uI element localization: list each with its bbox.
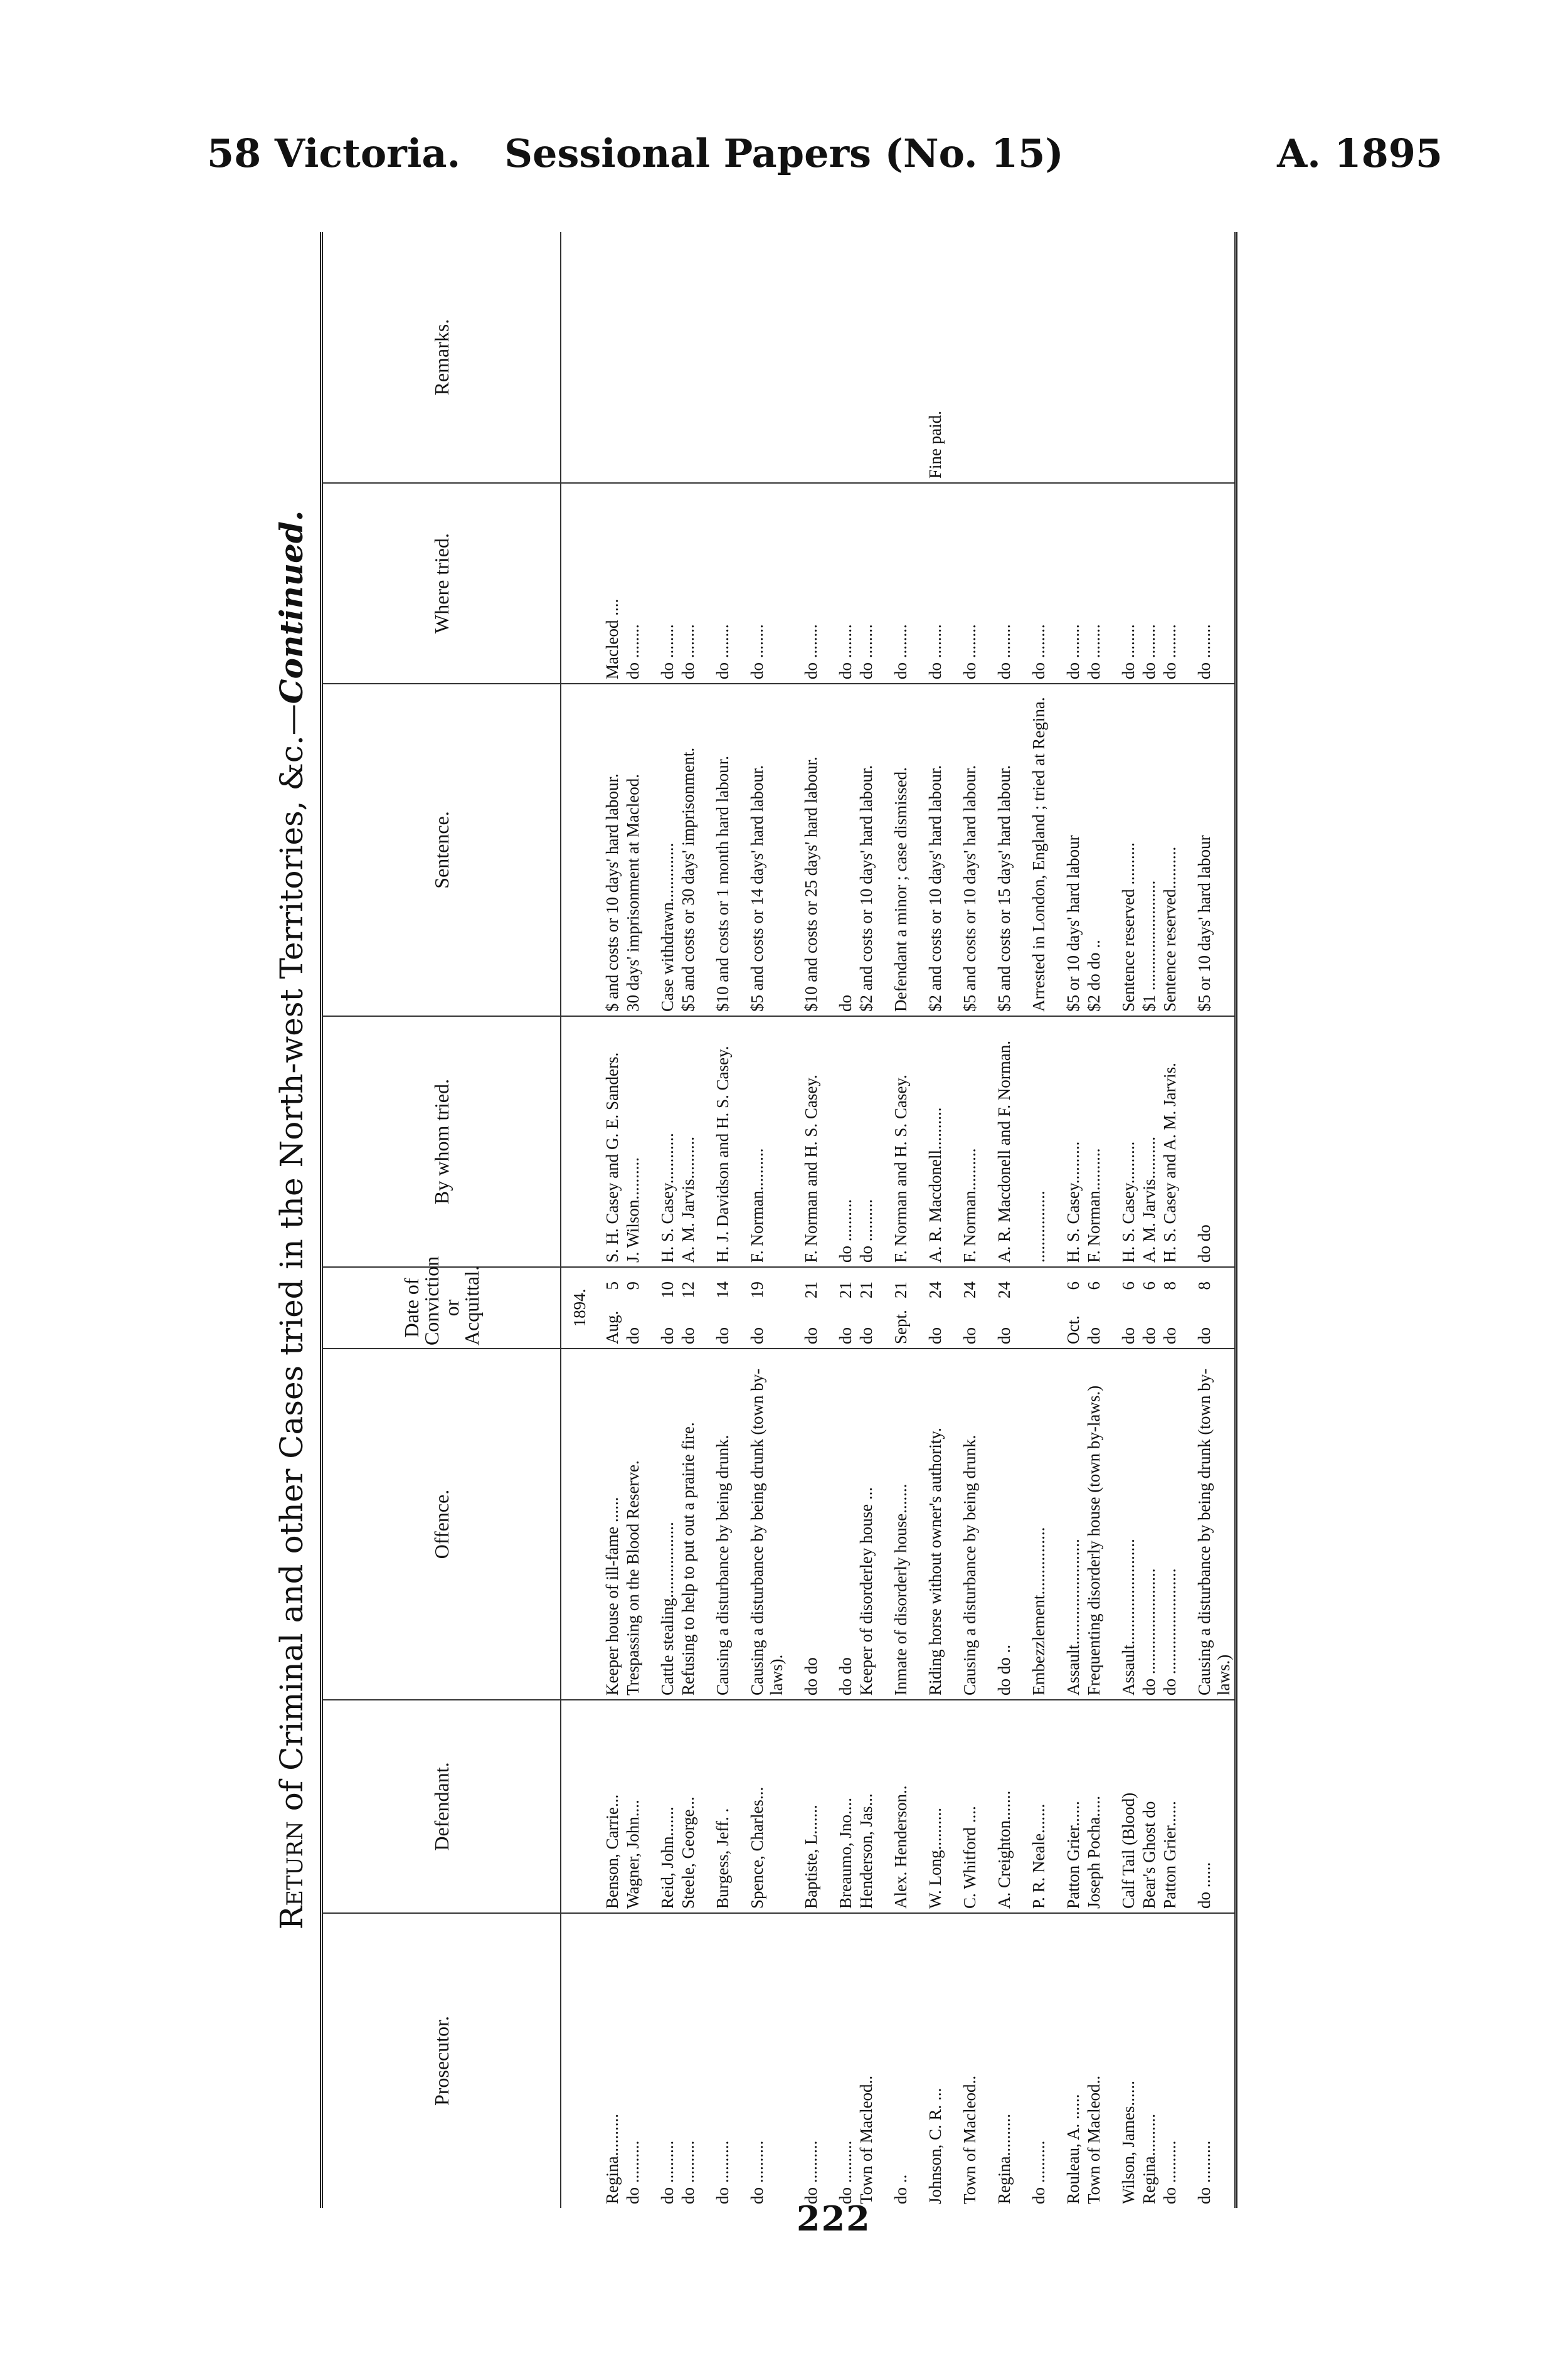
cell-sentence: $10 and costs or 25 days' hard labour. [801,684,822,1016]
cell-offence: Assault......................... [1063,1349,1084,1700]
cell-remarks [835,232,856,483]
year-row [561,232,602,2208]
cell-where: do ........ [891,483,911,684]
cell-offence: Inmate of disorderly house....... [891,1349,911,1700]
cell-where: Macleod .... [602,483,623,684]
cell-prosecutor: do .......... [1160,2140,1179,2204]
cell-sentence: $5 and costs or 10 days' hard labour. [960,684,980,1016]
cell-date [1063,1267,1084,1349]
cell-defendant: Bear's Ghost do [1139,1700,1160,1913]
cell-offence: Causing a disturbance by being drunk. [960,1349,980,1700]
cell-sentence: $2 and costs or 10 days' hard labour. [856,684,877,1016]
cell-remarks [712,232,733,483]
cell-tried-by: F. Norman.......... [960,1016,980,1267]
table-row [1160,232,1180,2208]
cell-prosecutor: Regina.......... [995,2114,1014,2204]
cell-where: do ........ [1160,483,1180,684]
cell-date [678,1267,699,1349]
cell-remarks [747,232,787,483]
cell-day: 24 [926,1281,945,1298]
cell-prosecutor: do .......... [1195,2140,1214,2204]
cell-remarks [994,232,1015,483]
table-row [925,232,946,2208]
cell-where: do ........ [1029,483,1049,684]
cell-tried-by: do .......... [835,1016,856,1267]
cell-remarks [1084,232,1104,483]
cell-defendant: Patton Grier...... [1160,1700,1180,1913]
cell-offence: Cattle stealing.................. [657,1349,678,1700]
table-row [678,232,699,2208]
table-row [1139,232,1160,2208]
cell-where: do ........ [1139,483,1160,684]
cell-remarks [623,232,644,483]
cell-date [960,1267,980,1349]
row-spacer [787,232,801,2208]
cell-sentence: Case withdrawn.............. [657,684,678,1016]
cell-month: do [623,1327,642,1344]
row-spacer [911,232,925,2208]
cell-day: 21 [802,1281,820,1298]
cell-day: 12 [679,1281,697,1298]
cell-sentence: $5 or 10 days' hard labour [1063,684,1084,1016]
cell-prosecutor: do .......... [748,2140,766,2204]
cell-where: do ........ [925,483,946,684]
cell-day: 5 [603,1281,622,1290]
cell-sentence: do [835,684,856,1016]
table-row [856,232,877,2208]
cell-prosecutor: do .......... [679,2140,697,2204]
cell-sentence: Sentence reserved.......... [1160,684,1180,1016]
cell-defendant: Henderson, Jas... [856,1700,877,1913]
cell-tried-by: A. M. Jarvis.......... [678,1016,699,1267]
cell-month: do [1195,1327,1214,1344]
cell-prosecutor: do .......... [802,2140,820,2204]
cell-tried-by: A. R. Macdonell and F. Norman. [994,1016,1015,1267]
cell-remarks: Fine paid. [925,232,946,483]
cell-offence: do do [801,1349,822,1700]
cell-offence: Keeper of disorderley house ... [856,1349,877,1700]
caption-text: of Criminal and other Cases tried in the North-west Territories, &c.— [273,704,310,1822]
table-row [994,232,1015,2208]
cell-defendant: Steele, George... [678,1700,699,1913]
cell-date [657,1267,678,1349]
header-row [322,232,561,2208]
cell-prosecutor: do .......... [623,2140,642,2204]
cell-day: 6 [1140,1281,1158,1290]
cell-prosecutor: Wilson, James...... [1119,2081,1138,2204]
row-spacer [733,232,747,2208]
cell-month: Oct. [1064,1315,1083,1344]
cell-tried-by: F. Norman and H. S. Casey. [801,1016,822,1267]
cell-date [602,1267,623,1349]
cell-remarks [1118,232,1139,483]
cell-prosecutor: Town of Macleod.. [857,2075,876,2204]
table-row [623,232,644,2208]
cell-day: 6 [1064,1281,1083,1290]
cell-defendant: Wagner, John.... [623,1700,644,1913]
cell-month: Aug. [603,1310,622,1344]
cell-remarks [678,232,699,483]
cell-month: do [1119,1327,1138,1344]
cell-month: do [926,1327,945,1344]
cell-offence: Causing a disturbance by being drunk. [712,1349,733,1700]
cell-sentence: $ and costs or 10 days' hard labour. [602,684,623,1016]
cell-where: do ........ [960,483,980,684]
col-tried-by: By whom tried. [322,1016,561,1267]
cell-where: do ........ [747,483,787,684]
cell-defendant: Baptiste, L....... [801,1700,822,1913]
cell-tried-by: ................. [1029,1016,1049,1267]
col-remarks: Remarks. [322,232,561,483]
cell-month: do [1140,1327,1158,1344]
cell-tried-by: S. H. Casey and G. E. Sanders. [602,1016,623,1267]
table-row [1029,232,1049,2208]
cell-tried-by: F. Norman.......... [1084,1016,1104,1267]
cell-date [801,1267,822,1349]
cell-month: do [857,1327,876,1344]
cell-defendant: C. Whitford .... [960,1700,980,1913]
cell-offence: do ......................... [1160,1349,1180,1700]
cell-month: do [960,1327,979,1344]
cell-prosecutor: do .......... [1029,2140,1048,2204]
col-prosecutor: Prosecutor. [322,1913,561,2208]
cell-month: do [995,1327,1014,1344]
cell-defendant: W. Long.......... [925,1700,946,1913]
row-spacer [1049,232,1063,2208]
cell-where: do ........ [1084,483,1104,684]
cell-defendant: Calf Tail (Blood) [1118,1700,1139,1913]
cell-tried-by: F. Norman.......... [747,1016,787,1267]
cell-month: do [748,1327,766,1344]
cell-tried-by: H. S. Casey............ [657,1016,678,1267]
cell-offence: Keeper house of ill-fame ...... [602,1349,623,1700]
cell-month: Sept. [891,1310,910,1344]
cell-date [1029,1267,1049,1349]
cell-offence: do do .. [994,1349,1015,1700]
cell-remarks [1029,232,1049,483]
cell-where: do ........ [1194,483,1236,684]
table-row [1118,232,1139,2208]
table-row [747,232,787,2208]
cell-date [623,1267,644,1349]
cell-day: 9 [623,1281,642,1290]
running-head-left: 58 Victoria. [207,130,461,176]
cell-where: do ........ [835,483,856,684]
row-spacer [1015,232,1029,2208]
cell-date [1139,1267,1160,1349]
cell-defendant: Joseph Pocha..... [1084,1700,1104,1913]
table-row [712,232,733,2208]
cell-day: 6 [1084,1281,1103,1290]
cell-month: do [836,1327,855,1344]
cell-offence: do do [835,1349,856,1700]
col-defendant: Defendant. [322,1700,561,1913]
cell-date [925,1267,946,1349]
cell-sentence: Sentence reserved .......... [1118,684,1139,1016]
cell-where: do ........ [1118,483,1139,684]
cell-defendant: Burgess, Jeff. . [712,1700,733,1913]
cell-tried-by: H. J. Davidson and H. S. Casey. [712,1016,733,1267]
cell-prosecutor: Town of Macleod.. [1084,2075,1103,2204]
cell-prosecutor: Rouleau, A. ...... [1064,2094,1083,2204]
cell-remarks [1139,232,1160,483]
cell-remarks [856,232,877,483]
col-offence: Offence. [322,1349,561,1700]
cell-remarks [801,232,822,483]
cell-sentence: $10 and costs or 1 month hard labour. [712,684,733,1016]
table-row [835,232,856,2208]
cell-day: 14 [713,1281,732,1298]
table-row [1063,232,1084,2208]
cell-month: do [802,1327,820,1344]
cell-date [747,1267,787,1349]
cell-sentence: $2 and costs or 10 days' hard labour. [925,684,946,1016]
cell-date [712,1267,733,1349]
cell-defendant: Spence, Charles... [747,1700,787,1913]
cell-where: do ........ [1063,483,1084,684]
cell-tried-by: A. R. Macdonell.......... [925,1016,946,1267]
cell-tried-by: F. Norman and H. S. Casey. [891,1016,911,1267]
cell-prosecutor: do .......... [713,2140,732,2204]
cell-prosecutor: Regina.......... [1140,2114,1158,2204]
cell-tried-by: H. S. Casey.......... [1118,1016,1139,1267]
cell-defendant: P. R. Neale....... [1029,1700,1049,1913]
cell-defendant: A. Creighton....... [994,1700,1015,1913]
cell-date [856,1267,877,1349]
cell-sentence: $5 and costs or 15 days' hard labour. [994,684,1015,1016]
cell-month: do [658,1327,677,1344]
row-spacer [1104,232,1118,2208]
year-label: 1894. [561,1267,602,1349]
table-row [602,232,623,2208]
table-row [960,232,980,2208]
row-spacer [1180,232,1194,2208]
cell-month: do [1160,1327,1179,1344]
cell-offence: Embezzlement................ [1029,1349,1049,1700]
caption-lead: Return [273,1821,310,1930]
cell-defendant: do ...... [1194,1700,1236,1913]
cell-offence: Riding horse without owner's authority. [925,1349,946,1700]
cell-defendant: Breaumo, Jno.... [835,1700,856,1913]
cell-day: 24 [960,1281,979,1298]
cell-where: do ........ [657,483,678,684]
table-caption [270,232,314,2208]
cell-prosecutor: Johnson, C. R. ... [926,2087,945,2204]
table-row [1194,232,1236,2208]
cell-date [835,1267,856,1349]
cell-defendant: Benson, Carrie... [602,1700,623,1913]
page-number: 222 [797,2199,871,2239]
cell-sentence: $5 and costs or 30 days' imprisonment. [678,684,699,1016]
cell-month: do [1084,1327,1103,1344]
cell-month: do [713,1327,732,1344]
cell-tried-by: do do [1194,1016,1236,1267]
cell-day: 8 [1195,1281,1214,1290]
cell-defendant: Alex. Henderson.. [891,1700,911,1913]
cell-date [1118,1267,1139,1349]
cell-offence: Assault......................... [1118,1349,1139,1700]
cell-day: 24 [995,1281,1014,1298]
cell-remarks [1160,232,1180,483]
cell-day: 19 [748,1281,766,1298]
cell-defendant: Patton Grier...... [1063,1700,1084,1913]
col-date: Date of Conviction or Acquittal. [322,1267,561,1349]
cell-where: do ........ [678,483,699,684]
cell-remarks [1194,232,1236,483]
cell-date [891,1267,911,1349]
cell-month: do [679,1327,697,1344]
cell-where: do ........ [856,483,877,684]
cell-remarks [1063,232,1084,483]
row-spacer [822,232,835,2208]
cell-sentence: Arrested in London, England ; tried at Regina. [1029,684,1049,1016]
cell-date [1194,1267,1236,1349]
return-table [320,232,1237,2208]
table-row [891,232,911,2208]
cell-offence: Trespassing on the Blood Reserve. [623,1349,644,1700]
cell-date [1160,1267,1180,1349]
cell-where: do ........ [801,483,822,684]
col-where: Where tried. [322,483,561,684]
row-spacer [980,232,994,2208]
cell-where: do ........ [623,483,644,684]
table-row [657,232,678,2208]
table-row [1084,232,1104,2208]
cell-remarks [960,232,980,483]
cell-day: 8 [1160,1281,1179,1290]
cell-remarks [657,232,678,483]
running-head-right: A. 1895 [1277,130,1443,176]
cell-day: 21 [891,1281,910,1298]
row-spacer [946,232,960,2208]
cell-defendant: Reid, John....... [657,1700,678,1913]
cell-sentence: $5 and costs or 14 days' hard labour. [747,684,787,1016]
cell-tried-by: A. M. Jarvis.......... [1139,1016,1160,1267]
cell-offence: Refusing to help to put out a prairie fire. [678,1349,699,1700]
cell-sentence: $5 or 10 days' hard labour [1194,684,1236,1016]
cell-sentence: $2 do do .. [1084,684,1104,1016]
cell-prosecutor: Town of Macleod.. [960,2075,979,2204]
cell-tried-by: do .......... [856,1016,877,1267]
cell-day: 6 [1119,1281,1138,1290]
cell-remarks [891,232,911,483]
col-sentence: Sentence. [322,684,561,1016]
cell-remarks [602,232,623,483]
cell-prosecutor: Regina.......... [603,2114,622,2204]
cell-offence: Frequenting disorderly house (town by-laws.) [1084,1349,1104,1700]
cell-tried-by: J. Wilson.......... [623,1016,644,1267]
row-spacer [877,232,891,2208]
cell-sentence: $1 .......................... [1139,684,1160,1016]
cell-date [1084,1267,1104,1349]
cell-tried-by: H. S. Casey and A. M. Jarvis. [1160,1016,1180,1267]
cell-offence: Causing a disturbance by being drunk (town by-laws.) [1194,1349,1236,1700]
row-spacer [699,232,712,2208]
cell-day: 21 [857,1281,876,1298]
cell-prosecutor: do .......... [658,2140,677,2204]
cell-where: do ........ [712,483,733,684]
cell-sentence: Defendant a minor ; case dismissed. [891,684,911,1016]
row-spacer [644,232,657,2208]
table-row [801,232,822,2208]
cell-sentence: 30 days' imprisonment at Macleod. [623,684,644,1016]
cell-tried-by: H. S. Casey.......... [1063,1016,1084,1267]
cell-where: do ........ [994,483,1015,684]
caption-continued: Continued. [273,510,310,704]
cell-prosecutor: do .......... [836,2140,855,2204]
cell-prosecutor: do .. [891,2174,910,2204]
cell-day: 10 [658,1281,677,1298]
cell-date [994,1267,1015,1349]
cell-day: 21 [836,1281,855,1298]
cell-offence: Causing a disturbance by being drunk (town by-laws). [747,1349,787,1700]
running-head-center: Sessional Papers (No. 15) [504,130,1064,176]
cell-offence: do ......................... [1139,1349,1160,1700]
rotated-return-table [270,232,1486,2208]
